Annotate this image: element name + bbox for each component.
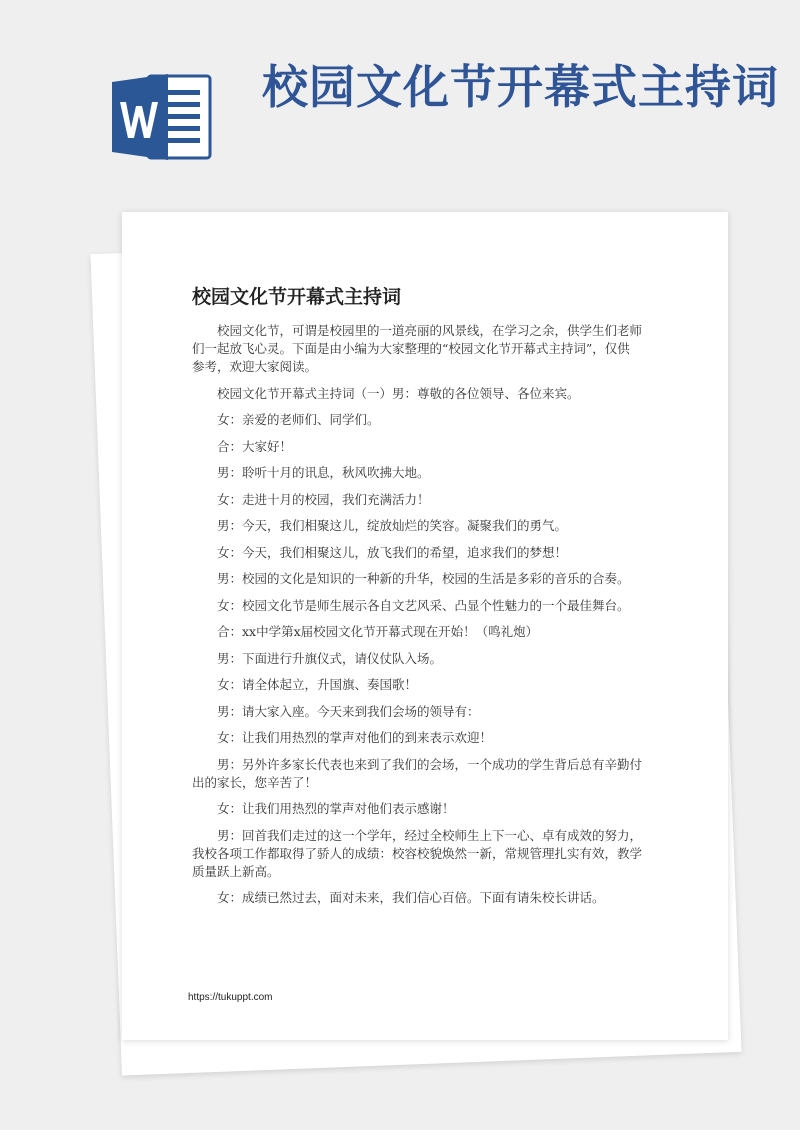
- paragraph: 男：今天，我们相聚这儿，绽放灿烂的笑容。凝聚我们的勇气。: [217, 518, 568, 533]
- paragraph: 女：走进十月的校园，我们充满活力！: [217, 491, 430, 507]
- paragraph: 校园文化节开幕式主持词（一）男：尊敬的各位领导、各位来宾。: [217, 385, 580, 401]
- paragraph: 男：请大家入座。今天来到我们会场的领导有：: [217, 703, 480, 719]
- paragraph: 男：另外许多家长代表也来到了我们的会场，一个成功的学生背后总有辛勤付出的家长，您辛苦了！: [192, 756, 643, 790]
- footer-url: https://tukuppt.com: [188, 992, 273, 1003]
- word-document-icon: [112, 72, 216, 162]
- document-page: [122, 212, 728, 1040]
- paragraph: 女：今天，我们相聚这儿，放飞我们的希望，追求我们的梦想！: [217, 544, 568, 560]
- paragraph: 女：成绩已然过去，面对未来，我们信心百倍。下面有请朱校长讲话。: [217, 890, 605, 905]
- page-header: [0, 0, 800, 200]
- page-title: 校园文化节开幕式主持词: [262, 60, 779, 114]
- paragraph: 校园文化节，可谓是校园里的一道亮丽的风景线，在学习之余，供学生们老师们一起放飞心灵。下面是由小编为大家整理的“校园文化节开幕式主持词”，仅供参考，欢迎大家阅读。: [192, 323, 643, 374]
- paragraph: 合：大家好！: [217, 438, 293, 454]
- paragraph: 女：亲爱的老师们、同学们。: [217, 412, 380, 427]
- paragraph: 女：请全体起立，升国旗、奏国歌！: [217, 677, 418, 692]
- paragraph: 男：聆听十月的讯息，秋风吹拂大地。: [217, 465, 430, 480]
- document-body: [192, 322, 642, 916]
- paragraph: 男：回首我们走过的这一个学年，经过全校师生上下一心、卓有成效的努力，我校各项工作都取得了骄人的成绩：校容校貌焕然一新，常规管理扎实有效，教学质量跃上新高。: [192, 827, 643, 879]
- paragraph: 女：让我们用热烈的掌声对他们表示感谢！: [217, 801, 455, 816]
- paragraph: 男：校园的文化是知识的一种新的升华，校园的生活是多彩的音乐的合奏。: [217, 571, 630, 586]
- paragraph: 女：让我们用热烈的掌声对他们的到来表示欢迎！: [217, 730, 493, 745]
- paragraph: 女：校园文化节是师生展示各自文艺风采、凸显个性魅力的一个最佳舞台。: [217, 597, 630, 613]
- paragraph: 合：xx中学第x届校园文化节开幕式现在开始！（鸣礼炮）: [217, 624, 539, 639]
- paragraph: 男：下面进行升旗仪式，请仪仗队入场。: [217, 650, 443, 666]
- document-title: 校园文化节开幕式主持词: [192, 286, 402, 308]
